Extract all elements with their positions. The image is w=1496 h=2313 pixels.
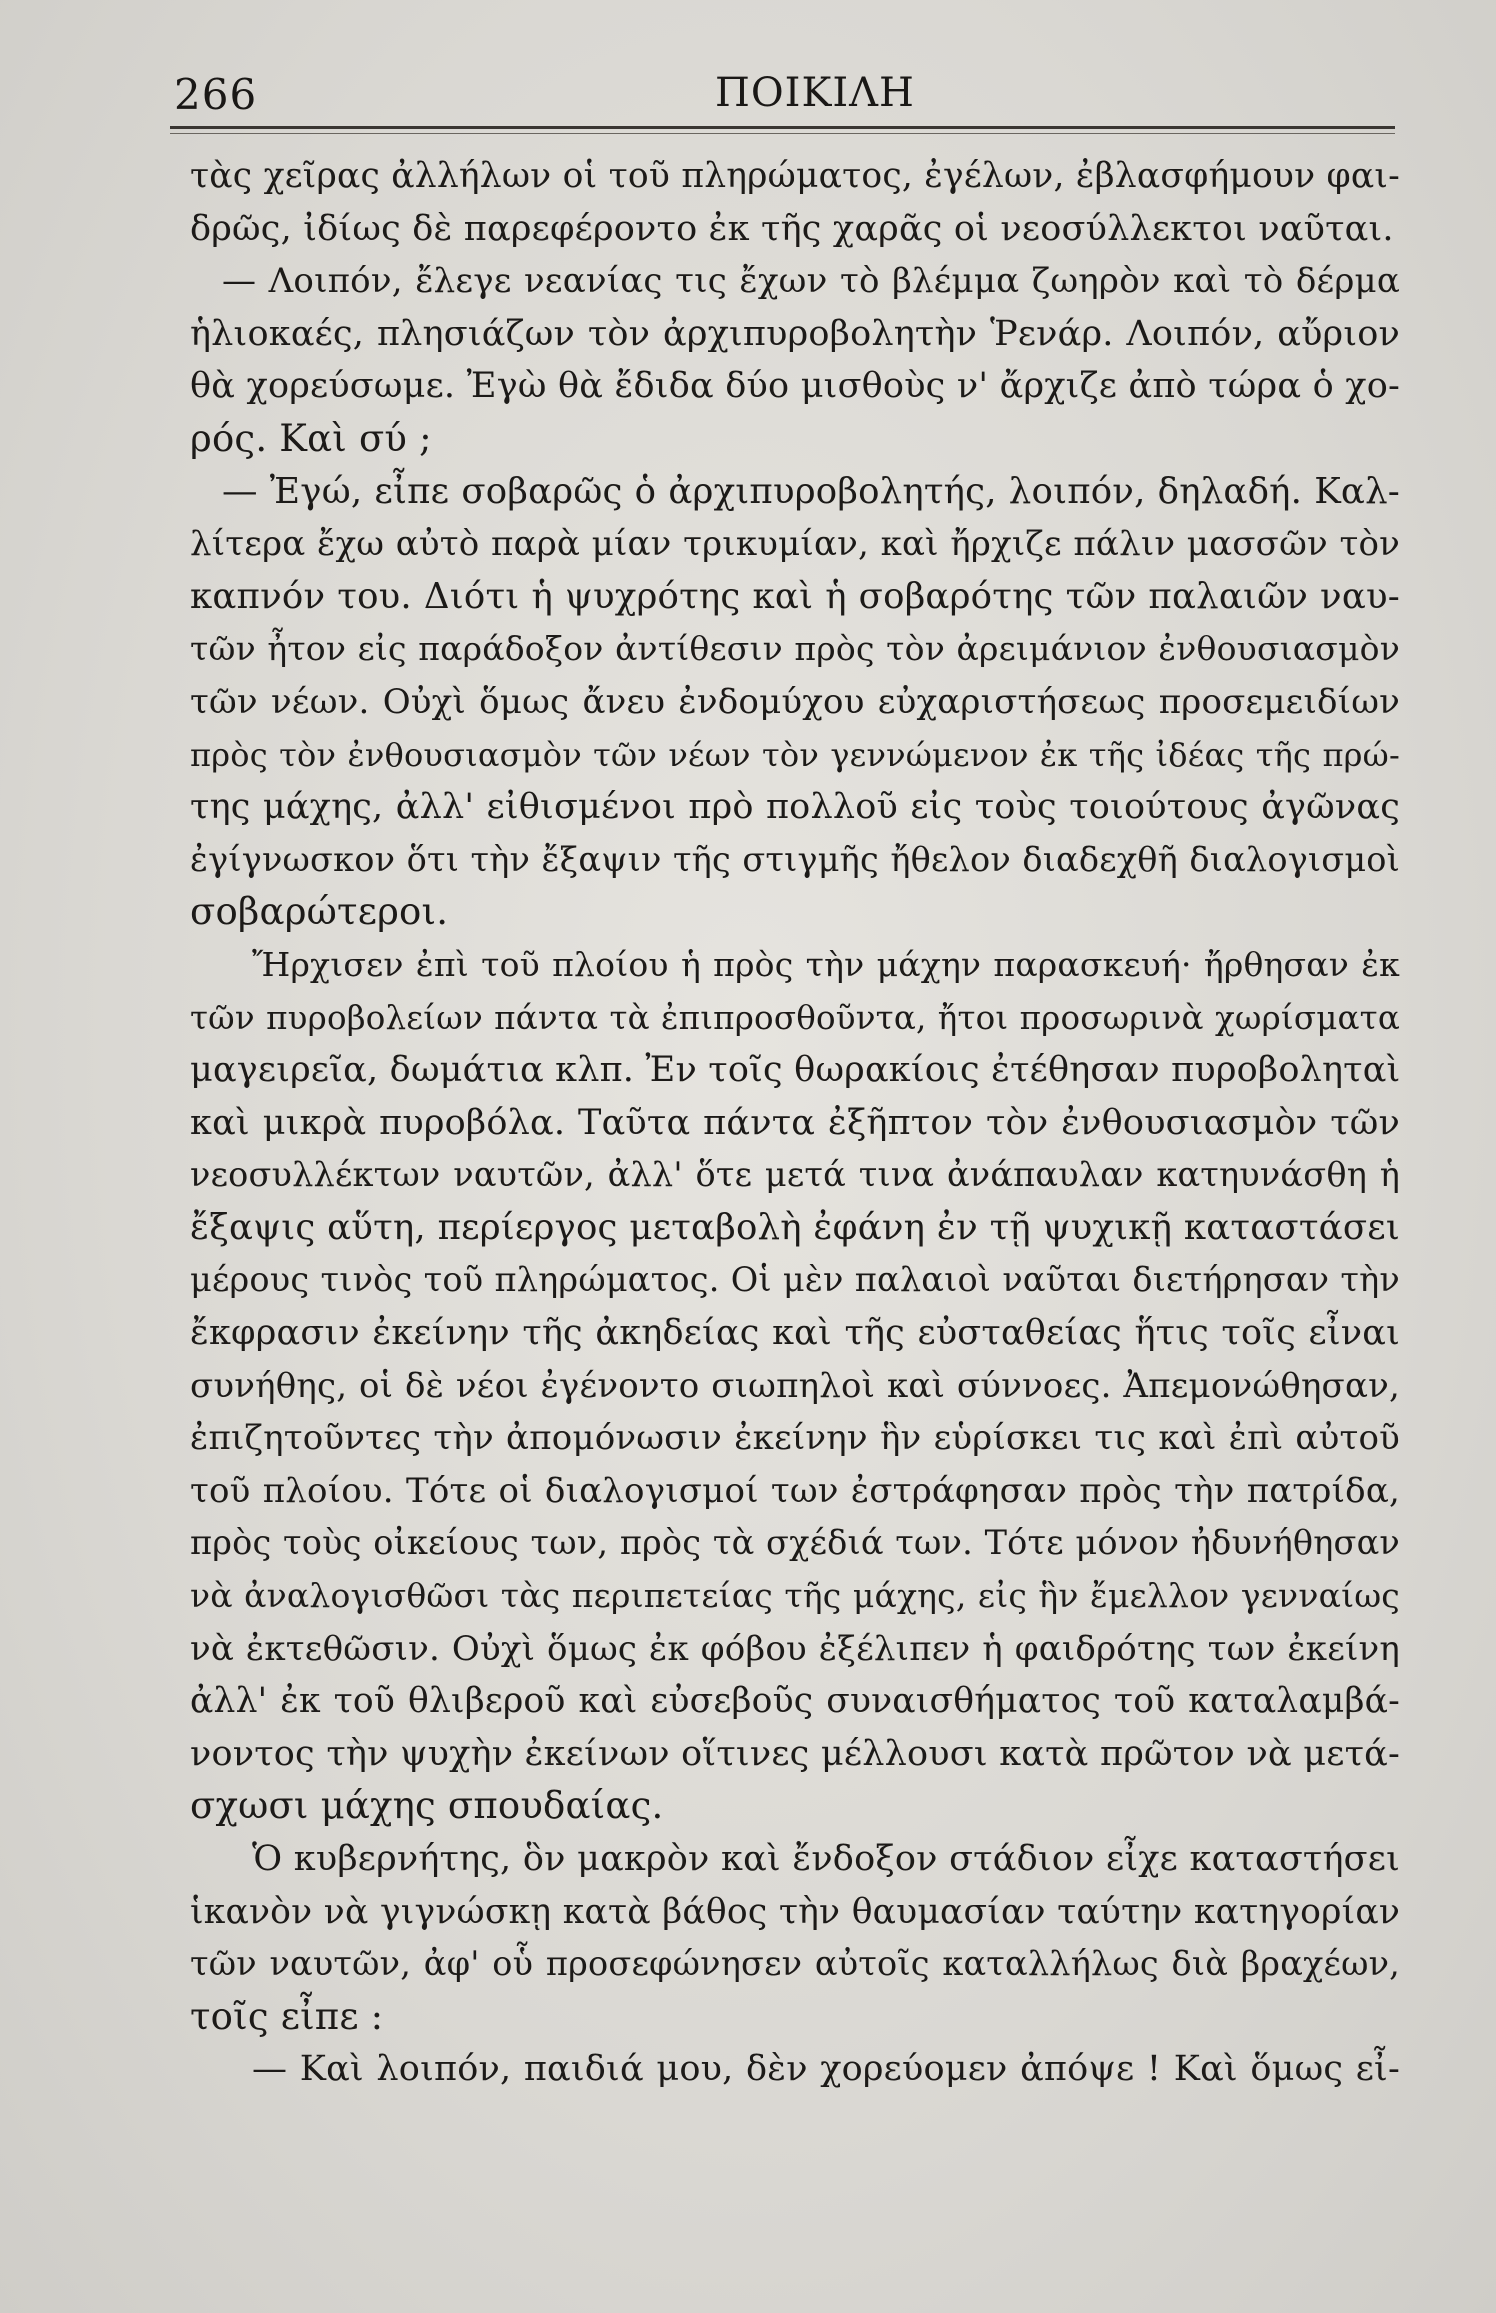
text-line: Ἤρχισεν ἐπὶ τοῦ πλοίου ἡ πρὸς τὴν μάχην παρασκευή· ἤρθησαν ἐκ [252,944,1400,984]
text-line: Ὁ κυβερνήτης, ὃν μακρὸν καὶ ἔνδοξον στάδιον εἶχε καταστήσει [252,1839,1400,1879]
text-line: τῶν νέων. Οὐχὶ ὅμως ἄνευ ἐνδομύχου εὐχαριστήσεως προσεμειδίων [190,681,1400,722]
text-line: δρῶς, ἰδίως δὲ παρεφέροντο ἐκ τῆς χαρᾶς οἱ νεοσύλλεκτοι ναῦται. [190,208,1394,249]
running-head: ΠΟΙΚΙΛΗ [715,70,915,116]
text-line: μέρους τινὸς τοῦ πληρώματος. Οἱ μὲν παλαιοὶ ναῦται διετήρησαν τὴν [190,1260,1400,1300]
text-line: πρὸς τὸν ἐνθουσιασμὸν τῶν νέων τὸν γεννώμενον ἐκ τῆς ἰδέας τῆς πρώ- [190,735,1400,774]
text-line: ἀλλ' ἐκ τοῦ θλιβεροῦ καὶ εὐσεβοῦς συναισθήματος τοῦ καταλαμβά- [190,1681,1400,1722]
header-rule-thin [170,133,1395,134]
text-line: τοῦ πλοίου. Τότε οἱ διαλογισμοί των ἐστράφησαν πρὸς τὴν πατρίδα, [190,1470,1400,1511]
text-line: ἐπιζητοῦντες τὴν ἀπομόνωσιν ἐκείνην ἣν εὑρίσκει τις καὶ ἐπὶ αὐτοῦ [190,1418,1400,1459]
text-line: σοβαρώτεροι. [190,890,449,934]
text-line: καπνόν του. Διότι ἡ ψυχρότης καὶ ἡ σοβαρότης τῶν παλαιῶν ναυ- [190,575,1400,617]
header-rule [170,126,1395,129]
text-line: ἔκφρασιν ἐκείνην τῆς ἀκηδείας καὶ τῆς εὐσταθείας ἥτις τοῖς εἶναι [190,1313,1400,1354]
text-line: ἔξαψις αὕτη, περίεργος μεταβολὴ ἐφάνη ἐν τῇ ψυχικῇ καταστάσει [190,1206,1400,1248]
text-line: ρός. Καὶ σύ ; [190,416,432,460]
text-line: ἱκανὸν νὰ γιγνώσκῃ κατὰ βάθος τὴν θαυμασίαν ταύτην κατηγορίαν [190,1891,1400,1932]
text-line: θὰ χορεύσωμε. Ἐγὼ θὰ ἔδιδα δύο μισθοὺς ν' ἄρχιζε ἀπὸ τώρα ὁ χο- [190,366,1400,407]
text-line: τῶν πυροβολείων πάντα τὰ ἐπιπροσθοῦντα, ἤτοι προσωρινὰ χωρίσματα [190,998,1400,1037]
text-line: σχωσι μάχης σπουδαίας. [190,1784,664,1828]
text-line: τῶν ἦτον εἰς παράδοξον ἀντίθεσιν πρὸς τὸν ἀρειμάνιον ἐνθουσιασμὸν [190,629,1400,669]
text-line: καὶ μικρὰ πυροβόλα. Ταῦτα πάντα ἐξῆπτον τὸν ἐνθουσιασμὸν τῶν [190,1102,1400,1143]
text-line: νεοσυλλέκτων ναυτῶν, ἀλλ' ὅτε μετά τινα ἀνάπαυλαν κατηυνάσθη ἡ [190,1155,1400,1195]
text-line: τοῖς εἶπε : [190,1994,384,2038]
text-line: νὰ ἀναλογισθῶσι τὰς περιπετείας τῆς μάχης, εἰς ἣν ἔμελλον γενναίως [190,1576,1400,1616]
text-line: — Καὶ λοιπόν, παιδιά μου, δὲν χορεύομεν ἀπόψε ! Καὶ ὅμως εἶ- [252,2049,1400,2090]
page-number: 266 [174,70,258,119]
text-line: τῶν ναυτῶν, ἀφ' οὗ προσεφώνησεν αὐτοῖς καταλλήλως διὰ βραχέων, [190,1944,1400,1984]
text-line: συνήθης, οἱ δὲ νέοι ἐγένοντο σιωπηλοὶ καὶ σύννοες. Ἀπεμονώθησαν, [190,1365,1400,1406]
text-line: — Λοιπόν, ἔλεγε νεανίας τις ἔχων τὸ βλέμμα ζωηρὸν καὶ τὸ δέρμα [222,261,1400,302]
text-line: τὰς χεῖρας ἀλλήλων οἱ τοῦ πληρώματος, ἐγέλων, ἐβλασφήμουν φαι- [190,156,1400,196]
text-line: νοντος τὴν ψυχὴν ἐκείνων οἵτινες μέλλουσι κατὰ πρῶτον νὰ μετά- [190,1733,1400,1774]
text-line: της μάχης, ἀλλ' εἰθισμένοι πρὸ πολλοῦ εἰς τοὺς τοιούτους ἀγῶνας [190,787,1400,828]
text-line: λίτερα ἔχω αὐτὸ παρὰ μίαν τρικυμίαν, καὶ ἤρχιζε πάλιν μασσῶν τὸν [190,524,1400,565]
text-line: μαγειρεῖα, δωμάτια κλπ. Ἐν τοῖς θωρακίοις ἐτέθησαν πυροβοληταὶ [190,1050,1401,1091]
page-header [170,68,1390,128]
text-line: πρὸς τοὺς οἰκείους των, πρὸς τὰ σχέδιά των. Τότε μόνον ἠδυνήθησαν [190,1523,1400,1563]
text-line: ἐγίγνωσκον ὅτι τὴν ἔξαψιν τῆς στιγμῆς ἤθελον διαδεχθῆ διαλογισμοὶ [190,839,1400,879]
body-text [190,150,1400,2096]
text-line: νὰ ἐκτεθῶσιν. Οὐχὶ ὅμως ἐκ φόβου ἐξέλιπεν ἡ φαιδρότης των ἐκείνη [190,1628,1400,1669]
text-line: ἡλιοκαές, πλησιάζων τὸν ἀρχιπυροβολητὴν Ῥενάρ. Λοιπόν, αὔριον [190,313,1400,354]
text-line: — Ἐγώ, εἶπε σοβαρῶς ὁ ἀρχιπυροβολητής, λοιπόν, δηλαδή. Καλ- [222,470,1400,512]
